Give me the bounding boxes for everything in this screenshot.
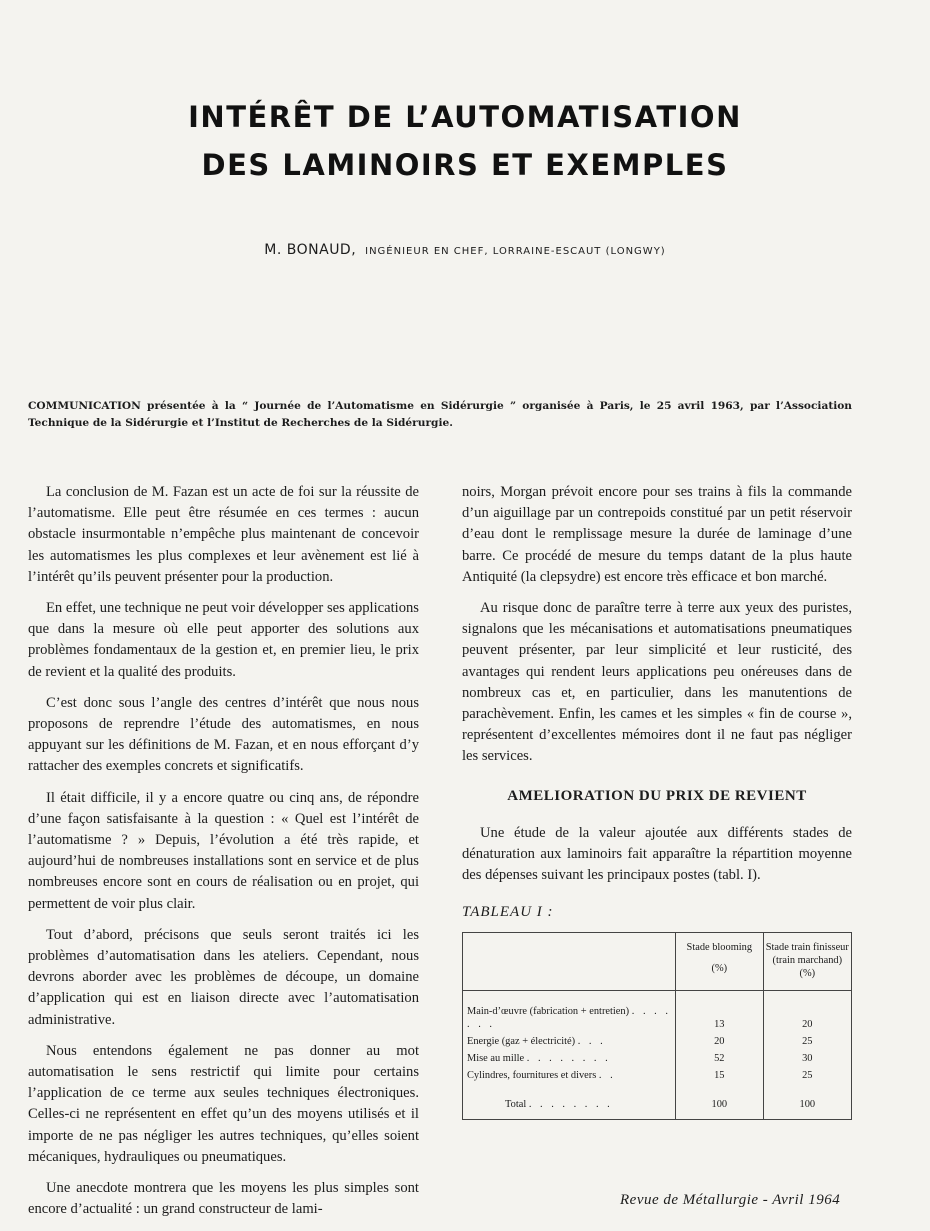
header-label: Stade train finisseur (train marchand): [765, 941, 849, 966]
paragraph-continued: noirs, Morgan prévoit encore pour ses trains à fils la commande d’un aiguillage par un contrepoids constitué par un petit réservoir d’eau dont le remplissage mesure la durée de laminage d’une barre. Ce procédé de mesure du temps datant de la plus haute Antiquité (la clepsydre) est encore très efficace et bon marché.: [462, 484, 852, 585]
row-value-finisseur: 25: [763, 1067, 851, 1084]
table-row: [463, 1050, 852, 1067]
paragraph: La conclusion de M. Fazan est un acte de foi sur la réussite de l’automatisme. Elle peut être résumée en ces termes : aucun obstacle insurmontable n’empêche plus maintenant de concevoir les automatismes les plus complexes et leur avènement est lié à l’intérêt qu’ils peuvent présenter pour la production.: [28, 484, 419, 585]
row-label: Main-d’œuvre (fabrication + entretien) . . . . . . .: [467, 1005, 672, 1030]
journal-footer: Revue de Métallurgie - Avril 1964: [620, 1192, 841, 1208]
paragraph: Une anecdote montrera que les moyens les plus simples sont encore d’actualité : un grand constructeur de lami-: [28, 1180, 419, 1218]
table-header-blooming: [676, 932, 764, 990]
row-value-blooming: 52: [676, 1050, 764, 1067]
paragraph: Au risque donc de paraître terre à terre aux yeux des puristes, signalons que les mécanisations et automatisations pneumatiques peuvent présenter, par leur simplicité et leur rusticité, des avantages qui rendent leurs applications peu onéreuses dans de nombreux cas et, en particulier, dans les manutentions de parachèvement. Enfin, les cames et les simples « fin de course », représentent d’excellentes mémoires dont il ne faut pas négliger les services.: [462, 600, 852, 765]
row-value-blooming: 13: [676, 990, 764, 1033]
header-label: Stade blooming: [686, 941, 753, 953]
table-header-finisseur: [763, 932, 851, 990]
author-role: INGÉNIEUR EN CHEF, LORRAINE-ESCAUT (LONGWY): [365, 246, 666, 257]
row-value-blooming: 20: [676, 1033, 764, 1050]
row-label: Cylindres, fournitures et divers . .: [467, 1069, 616, 1081]
section-heading: AMELIORATION DU PRIX DE REVIENT: [507, 787, 807, 804]
row-value-blooming: 15: [676, 1067, 764, 1084]
paragraph: Tout d’abord, précisons que seuls seront traités ici les problèmes d’automatisation dans les ateliers. Cependant, nous devrons aborder avec les problèmes de découpe, un domaine d’application qui est en liaison directe avec l’automatisation administrative.: [28, 926, 419, 1028]
author-name: M. BONAUD,: [264, 242, 357, 258]
communication-note: COMMUNICATION présentée à la “ Journée de l’Automatisme en Sidérurgie ” organisée à Paris, le 25 avril 1963, par l’Association Technique de la Sidérurgie et l’Institut de Recherches de la Sidérurgie.: [28, 400, 852, 429]
author-line: [0, 242, 930, 258]
table-caption: TABLEAU I :: [462, 904, 554, 921]
row-value-finisseur: 30: [763, 1050, 851, 1067]
paragraph: Une étude de la valeur ajoutée aux différents stades de dénaturation aux laminoirs fait apparaître la répartition moyenne des dépenses suivant les principaux postes (tabl. I).: [462, 824, 852, 884]
table-row: [463, 990, 852, 1033]
row-value-finisseur: 20: [763, 990, 851, 1033]
total-label: Total . . . . . . . .: [505, 1098, 613, 1110]
row-label: Energie (gaz + électricité) . . .: [467, 1035, 606, 1047]
paragraph: C’est donc sous l’angle des centres d’intérêt que nous nous proposons de reprendre l’étude des automatismes, en nous appuyant sur les définitions de M. Fazan, et en nous efforçant d’y rattacher des exemples concrets et significatifs.: [28, 694, 419, 775]
table-header-row: [463, 932, 852, 990]
row-value-finisseur: 25: [763, 1033, 851, 1050]
cost-table: [462, 932, 852, 1120]
paragraph: En effet, une technique ne peut voir développer ses applications que dans la mesure où elle peut apporter des solutions aux problèmes fondamentaux de la gestion et, en premier lieu, le prix de revient et la qualité des produits.: [28, 600, 419, 680]
total-value-finisseur: 100: [763, 1090, 851, 1120]
row-label: Mise au mille . . . . . . . .: [467, 1052, 611, 1064]
article-title-line-2: DES LAMINOIRS ET EXEMPLES: [201, 148, 729, 182]
paragraph: Nous entendons également ne pas donner au mot automatisation le sens restrictif qui limite pour certains l’application de ce terme aux seules techniques électroniques. Celles-ci ne représentent en effet qu’un des moyens utilisés et il importe de ne pas négliger les autres techniques, qu’elles soient mécaniques, hydrauliques ou pneumatiques.: [28, 1042, 419, 1165]
table-row: [463, 1033, 852, 1050]
header-unit: (%): [711, 962, 728, 974]
table-total-row: [463, 1090, 852, 1120]
article-title-line-1: INTÉRÊT DE L’AUTOMATISATION: [188, 100, 742, 134]
header-unit: (%): [799, 967, 816, 979]
right-column: [462, 482, 852, 1120]
paragraph: Il était difficile, il y a encore quatre ou cinq ans, de répondre d’une façon satisfaisante à la question : « Quel est l’intérêt de l’automatisme ? » Depuis, l’évolution a été très rapide, et aujourd’hui de nombreuses installations sont en service et de plus nombreuses encore sont en cours de réalisation ou en projet, qui permettent de voir plus clair.: [28, 789, 419, 912]
total-value-blooming: 100: [676, 1090, 764, 1120]
table-row: [463, 1067, 852, 1084]
table-header-blank: [463, 932, 676, 990]
left-column: [28, 482, 419, 1231]
